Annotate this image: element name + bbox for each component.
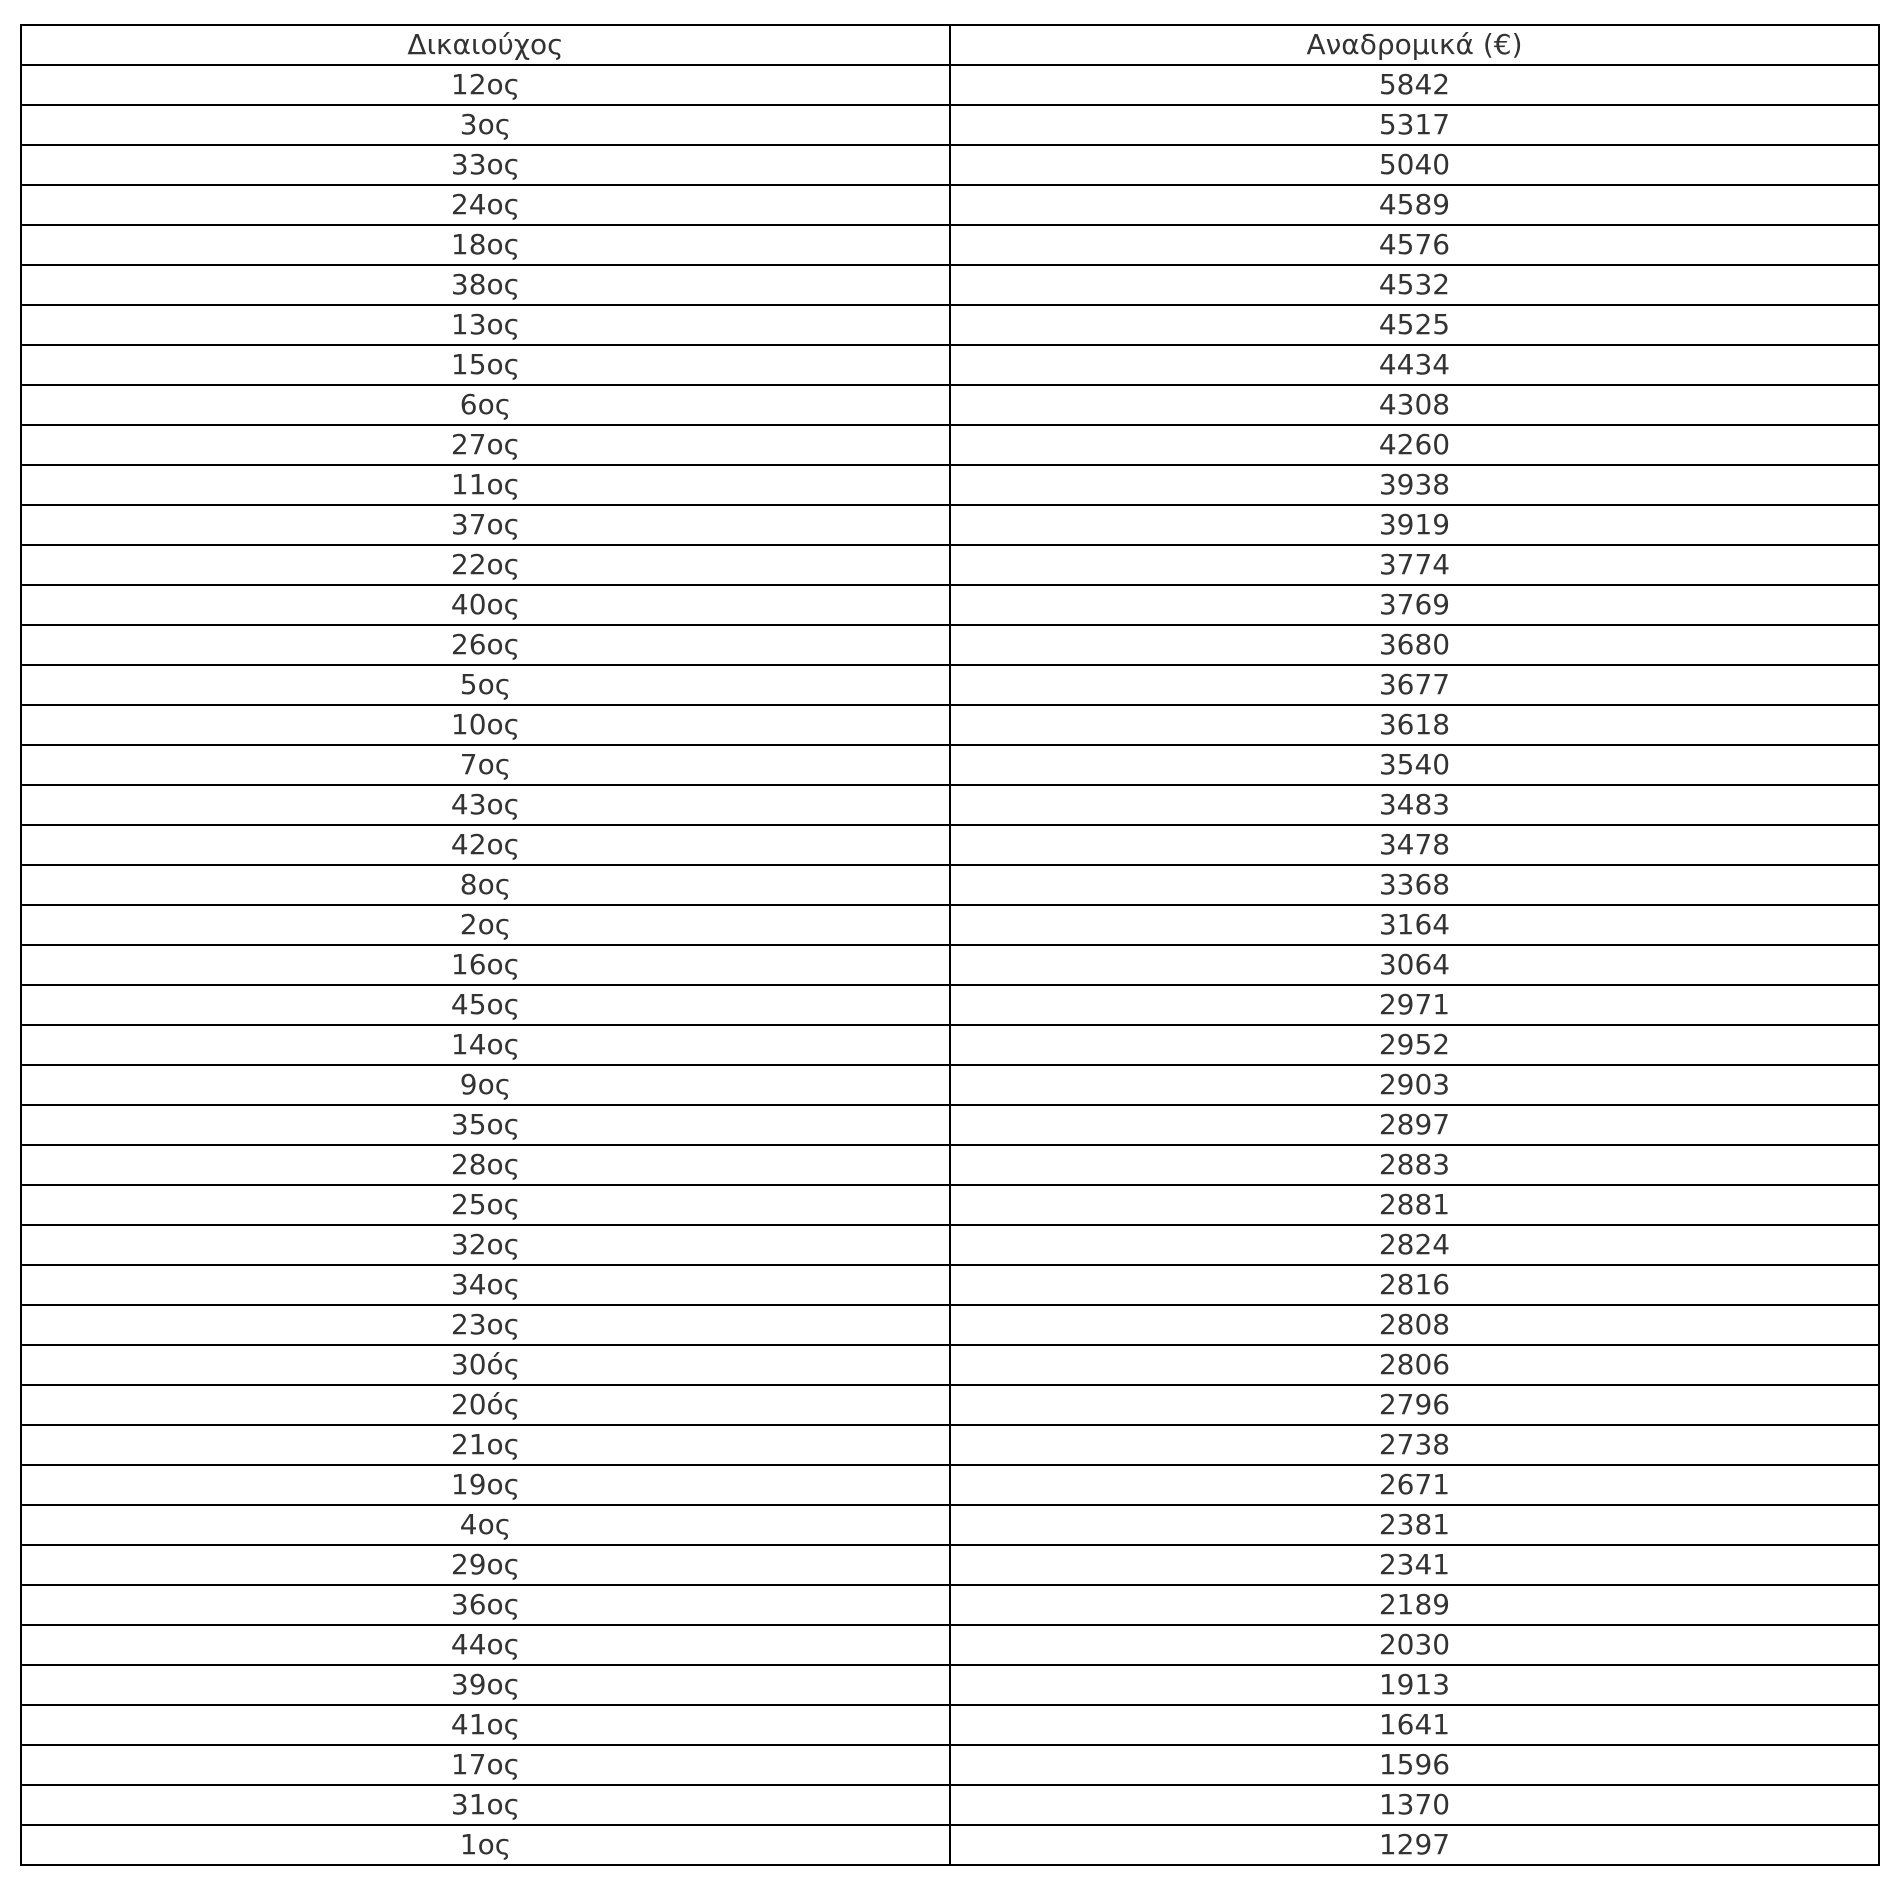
amount-cell: 3680 xyxy=(950,625,1879,665)
table-row xyxy=(21,1065,1879,1105)
amount-cell: 1641 xyxy=(950,1705,1879,1745)
amount-cell: 3064 xyxy=(950,945,1879,985)
amount-cell: 2903 xyxy=(950,1065,1879,1105)
amount-cell: 3769 xyxy=(950,585,1879,625)
beneficiary-cell: 24ος xyxy=(21,185,950,225)
table-row xyxy=(21,745,1879,785)
beneficiary-cell: 13ος xyxy=(21,305,950,345)
beneficiary-cell: 12ος xyxy=(21,65,950,105)
table-row xyxy=(21,1345,1879,1385)
amount-cell: 2030 xyxy=(950,1625,1879,1665)
beneficiary-cell: 40ος xyxy=(21,585,950,625)
table-row xyxy=(21,665,1879,705)
amount-cell: 4576 xyxy=(950,225,1879,265)
table-row xyxy=(21,1265,1879,1305)
amount-cell: 5842 xyxy=(950,65,1879,105)
amount-cell: 4589 xyxy=(950,185,1879,225)
header-row xyxy=(21,25,1879,65)
amount-cell: 4525 xyxy=(950,305,1879,345)
amount-cell: 2897 xyxy=(950,1105,1879,1145)
amount-cell: 3483 xyxy=(950,785,1879,825)
table-row xyxy=(21,1505,1879,1545)
amount-cell: 2816 xyxy=(950,1265,1879,1305)
amount-cell: 3774 xyxy=(950,545,1879,585)
beneficiary-cell: 33ος xyxy=(21,145,950,185)
table-row xyxy=(21,1465,1879,1505)
amount-cell: 2341 xyxy=(950,1545,1879,1585)
amount-cell: 1297 xyxy=(950,1825,1879,1865)
beneficiary-cell: 4ος xyxy=(21,1505,950,1545)
beneficiary-cell: 17ος xyxy=(21,1745,950,1785)
beneficiary-cell: 7ος xyxy=(21,745,950,785)
table-row xyxy=(21,705,1879,745)
amount-cell: 2971 xyxy=(950,985,1879,1025)
data-table xyxy=(20,24,1880,1866)
table-row xyxy=(21,505,1879,545)
table-row xyxy=(21,1785,1879,1825)
amount-cell: 5317 xyxy=(950,105,1879,145)
beneficiary-cell: 25ος xyxy=(21,1185,950,1225)
beneficiary-cell: 29ος xyxy=(21,1545,950,1585)
amount-cell: 4308 xyxy=(950,385,1879,425)
beneficiary-cell: 31ος xyxy=(21,1785,950,1825)
beneficiary-cell: 32ος xyxy=(21,1225,950,1265)
amount-cell: 3938 xyxy=(950,465,1879,505)
beneficiary-cell: 41ος xyxy=(21,1705,950,1745)
table-row xyxy=(21,1145,1879,1185)
amount-cell: 2189 xyxy=(950,1585,1879,1625)
amount-cell: 3677 xyxy=(950,665,1879,705)
beneficiary-cell: 45ος xyxy=(21,985,950,1025)
amount-cell: 2738 xyxy=(950,1425,1879,1465)
amount-cell: 2808 xyxy=(950,1305,1879,1345)
table-row xyxy=(21,1225,1879,1265)
beneficiary-cell: 42ος xyxy=(21,825,950,865)
beneficiary-cell: 36ος xyxy=(21,1585,950,1625)
table-row xyxy=(21,825,1879,865)
table-row xyxy=(21,1105,1879,1145)
amount-cell: 3618 xyxy=(950,705,1879,745)
beneficiary-cell: 30ός xyxy=(21,1345,950,1385)
table-row xyxy=(21,785,1879,825)
beneficiary-cell: 35ος xyxy=(21,1105,950,1145)
amount-cell: 2883 xyxy=(950,1145,1879,1185)
table-row xyxy=(21,1425,1879,1465)
amount-cell: 2671 xyxy=(950,1465,1879,1505)
table-row xyxy=(21,345,1879,385)
table-row xyxy=(21,1305,1879,1345)
table-row xyxy=(21,65,1879,105)
beneficiary-cell: 34ος xyxy=(21,1265,950,1305)
amount-cell: 3540 xyxy=(950,745,1879,785)
beneficiary-cell: 16ος xyxy=(21,945,950,985)
beneficiary-cell: 23ος xyxy=(21,1305,950,1345)
amount-cell: 3164 xyxy=(950,905,1879,945)
table-body xyxy=(21,65,1879,1865)
table-row xyxy=(21,465,1879,505)
table-row xyxy=(21,545,1879,585)
beneficiary-cell: 20ός xyxy=(21,1385,950,1425)
beneficiary-cell: 44ος xyxy=(21,1625,950,1665)
beneficiary-cell: 9ος xyxy=(21,1065,950,1105)
beneficiary-cell: 43ος xyxy=(21,785,950,825)
table-row xyxy=(21,305,1879,345)
table-row xyxy=(21,865,1879,905)
beneficiary-cell: 37ος xyxy=(21,505,950,545)
amount-cell: 1913 xyxy=(950,1665,1879,1705)
amount-cell: 2796 xyxy=(950,1385,1879,1425)
beneficiary-cell: 18ος xyxy=(21,225,950,265)
beneficiary-cell: 6ος xyxy=(21,385,950,425)
amount-cell: 3368 xyxy=(950,865,1879,905)
table-row xyxy=(21,1585,1879,1625)
beneficiary-cell: 5ος xyxy=(21,665,950,705)
table-row xyxy=(21,185,1879,225)
table-row xyxy=(21,585,1879,625)
amount-cell: 5040 xyxy=(950,145,1879,185)
table-header xyxy=(21,25,1879,65)
table-row xyxy=(21,1025,1879,1065)
beneficiary-cell: 27ος xyxy=(21,425,950,465)
table-row xyxy=(21,1745,1879,1785)
beneficiary-cell: 3ος xyxy=(21,105,950,145)
beneficiary-cell: 22ος xyxy=(21,545,950,585)
beneficiary-cell: 14ος xyxy=(21,1025,950,1065)
table-row xyxy=(21,1385,1879,1425)
amount-cell: 4434 xyxy=(950,345,1879,385)
amount-cell: 1370 xyxy=(950,1785,1879,1825)
beneficiary-cell: 39ος xyxy=(21,1665,950,1705)
beneficiary-cell: 26ος xyxy=(21,625,950,665)
amount-cell: 2952 xyxy=(950,1025,1879,1065)
amount-cell: 4532 xyxy=(950,265,1879,305)
table-row xyxy=(21,1545,1879,1585)
amount-cell: 2806 xyxy=(950,1345,1879,1385)
beneficiary-cell: 1ος xyxy=(21,1825,950,1865)
beneficiary-cell: 38ος xyxy=(21,265,950,305)
table-row xyxy=(21,425,1879,465)
table-row xyxy=(21,225,1879,265)
beneficiary-cell: 8ος xyxy=(21,865,950,905)
table-row xyxy=(21,145,1879,185)
table-row xyxy=(21,1825,1879,1865)
amount-cell: 3478 xyxy=(950,825,1879,865)
table-row xyxy=(21,905,1879,945)
beneficiary-cell: 2ος xyxy=(21,905,950,945)
column-header-beneficiary: Δικαιούχος xyxy=(21,25,950,65)
table-row xyxy=(21,105,1879,145)
table-row xyxy=(21,265,1879,305)
amount-cell: 2881 xyxy=(950,1185,1879,1225)
table-row xyxy=(21,985,1879,1025)
column-header-retroactive-amount: Αναδρομικά (€) xyxy=(950,25,1879,65)
amount-cell: 2381 xyxy=(950,1505,1879,1545)
beneficiary-cell: 11ος xyxy=(21,465,950,505)
beneficiary-cell: 15ος xyxy=(21,345,950,385)
table-row xyxy=(21,1705,1879,1745)
table-row xyxy=(21,1625,1879,1665)
table-row xyxy=(21,1665,1879,1705)
table-row xyxy=(21,1185,1879,1225)
table-row xyxy=(21,945,1879,985)
table-row xyxy=(21,385,1879,425)
beneficiary-cell: 19ος xyxy=(21,1465,950,1505)
beneficiary-cell: 10ος xyxy=(21,705,950,745)
table-row xyxy=(21,625,1879,665)
amount-cell: 1596 xyxy=(950,1745,1879,1785)
amount-cell: 2824 xyxy=(950,1225,1879,1265)
beneficiary-cell: 21ος xyxy=(21,1425,950,1465)
amount-cell: 3919 xyxy=(950,505,1879,545)
amount-cell: 4260 xyxy=(950,425,1879,465)
beneficiary-cell: 28ος xyxy=(21,1145,950,1185)
